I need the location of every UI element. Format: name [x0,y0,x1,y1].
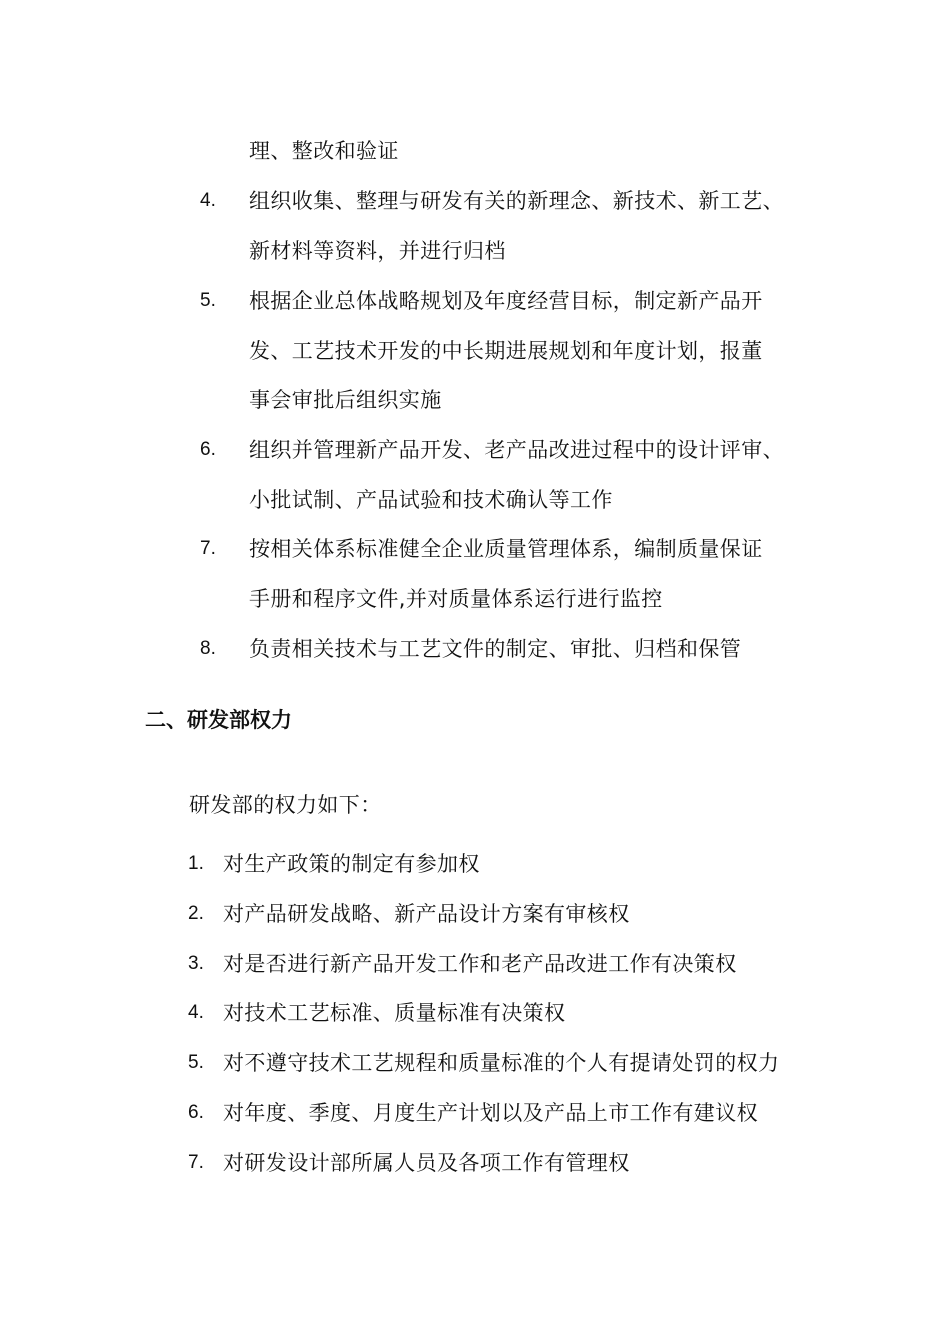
list-item-number: 3. [188,953,204,974]
list-item-3-tail: 理、整改和验证 [249,139,399,163]
list-item-line: 组织并管理新产品开发、老产品改进过程中的设计评审、 [249,438,784,462]
list-item-number: 1. [188,853,204,874]
list-item-text: 对生产政策的制定有参加权 [223,852,480,876]
list-item-number: 6. [188,1102,204,1123]
list-item-number: 7. [188,1152,204,1173]
list-item-line: 按相关体系标准健全企业质量管理体系，编制质量保证 [249,537,763,561]
list-item-text: 对研发设计部所属人员及各项工作有管理权 [223,1151,630,1175]
list-item-number: 8. [200,638,216,659]
list-item-number: 4. [188,1002,204,1023]
list-item-line: 小批试制、产品试验和技术确认等工作 [249,488,613,512]
list-item-text: 对技术工艺标准、质量标准有决策权 [223,1001,566,1025]
list-item-line: 手册和程序文件,并对质量体系运行进行监控 [249,587,663,611]
list-item-number: 4. [200,190,216,211]
list-item-text: 对是否进行新产品开发工作和老产品改进工作有决策权 [223,952,737,976]
list-item-line: 组织收集、整理与研发有关的新理念、新技术、新工艺、 [249,189,784,213]
list-item-line: 根据企业总体战略规划及年度经营目标，制定新产品开 [249,289,763,313]
list-item-number: 7. [200,538,216,559]
list-item-line: 新材料等资料，并进行归档 [249,239,506,263]
list-item-line: 发、工艺技术开发的中长期进展规划和年度计划，报董 [249,339,763,363]
list-item-text: 对不遵守技术工艺规程和质量标准的个人有提请处罚的权力 [223,1051,780,1075]
section-heading: 二、研发部权力 [145,708,292,732]
list-item-line: 负责相关技术与工艺文件的制定、审批、归档和保管 [249,637,742,661]
list-item-number: 6. [200,439,216,460]
list-item-number: 2. [188,903,204,924]
section-intro: 研发部的权力如下： [189,793,382,817]
list-item-text: 对年度、季度、月度生产计划以及产品上市工作有建议权 [223,1101,758,1125]
list-item-number: 5. [200,290,216,311]
list-item-text: 对产品研发战略、新产品设计方案有审核权 [223,902,630,926]
list-item-number: 5. [188,1052,204,1073]
list-item-line: 事会审批后组织实施 [249,388,442,412]
